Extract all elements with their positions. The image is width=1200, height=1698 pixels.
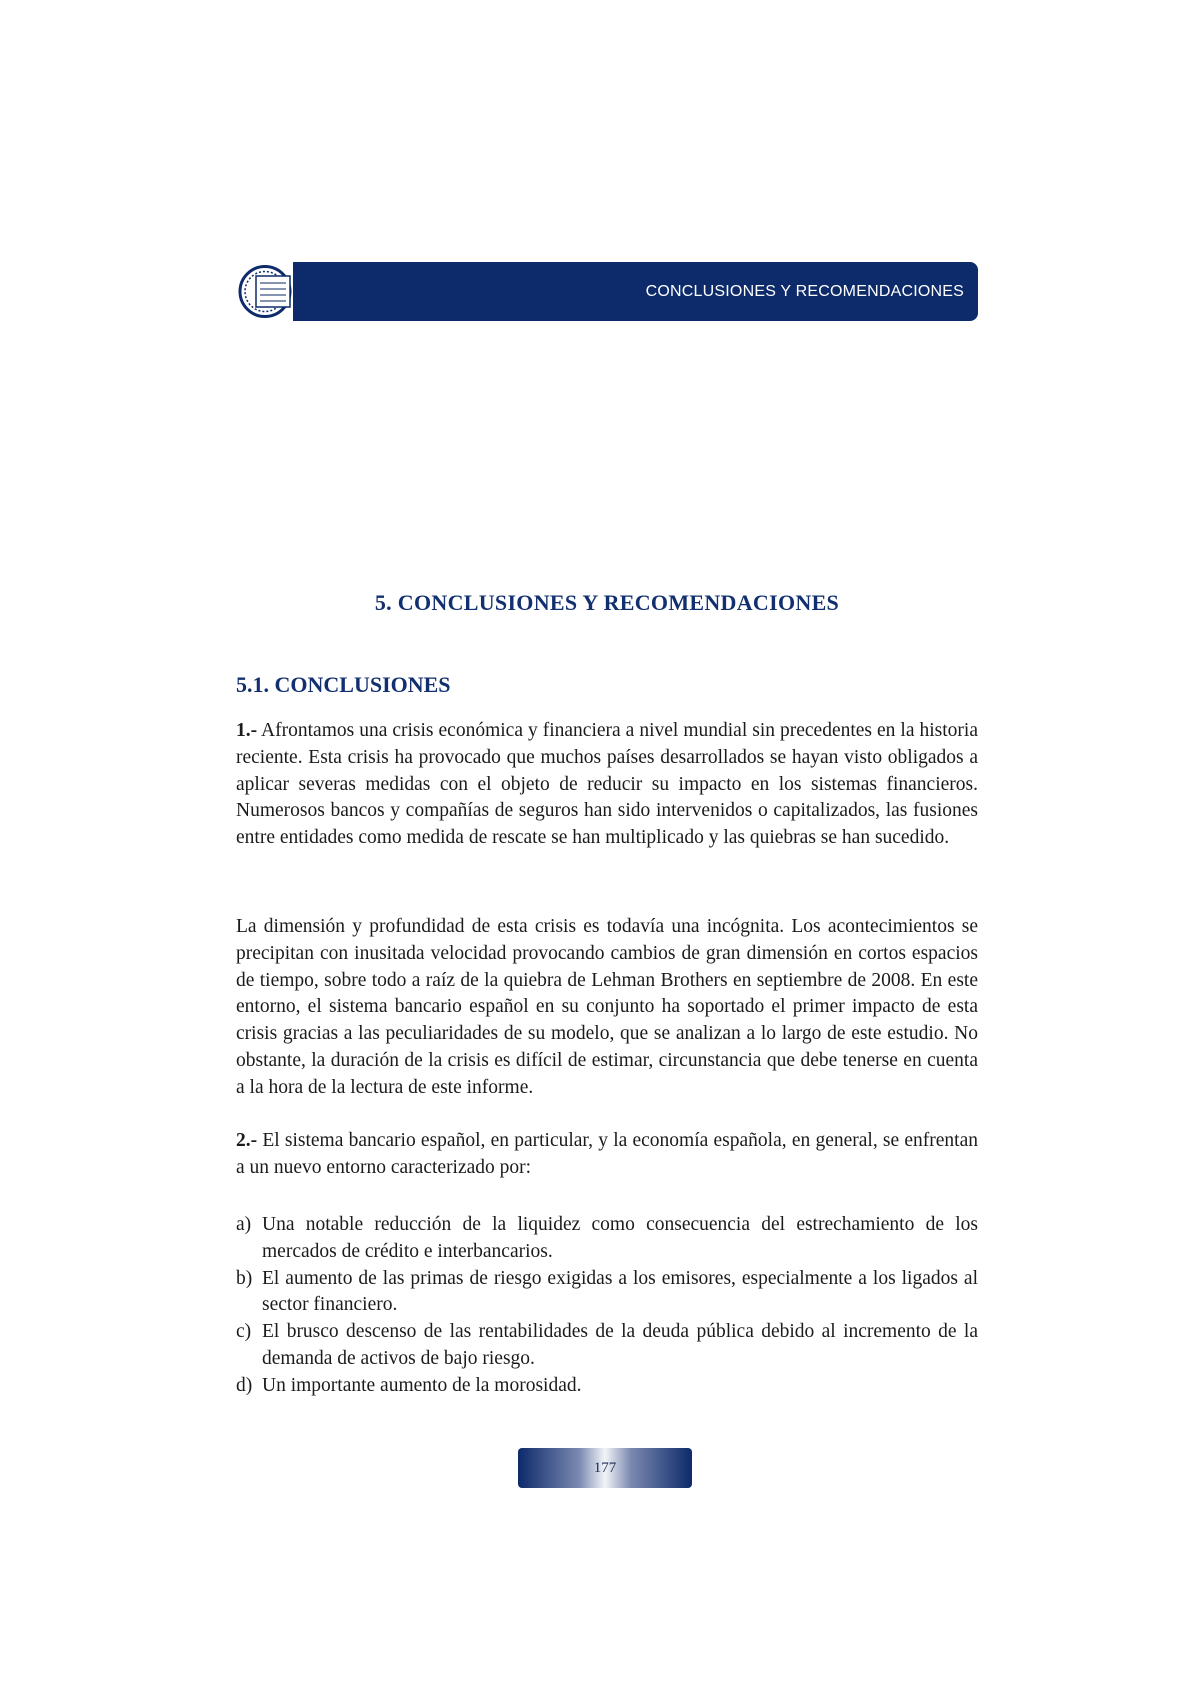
list-item-text: El brusco descenso de las rentabilidades de la deuda pública debido al incremento de la demanda de activos de bajo riesgo.: [262, 1321, 978, 1369]
running-header-title: CONCLUSIONES Y RECOMENDACIONES: [645, 283, 964, 300]
section-title: 5.1. CONCLUSIONES: [236, 672, 451, 697]
list-item: [236, 1266, 978, 1320]
paragraph-1: [236, 718, 978, 852]
page-number: 177: [518, 1448, 692, 1488]
paragraph-3: [236, 1128, 978, 1182]
list-item: [236, 1373, 978, 1400]
header-band: [236, 262, 978, 321]
paragraph-text: El sistema bancario español, en particular, y la economía española, en general, se enfrentan a un nuevo entorno caracterizado por:: [236, 1130, 978, 1178]
list-item-text: El aumento de las primas de riesgo exigidas a los emisores, especialmente a los ligados al sector financiero.: [262, 1267, 978, 1316]
list-marker: d): [236, 1374, 253, 1396]
list-item: [236, 1212, 978, 1266]
paragraph-number: 1.-: [236, 720, 258, 741]
list-marker: a): [236, 1214, 252, 1235]
paragraph-text: Afrontamos una crisis económica y financiera a nivel mundial sin precedentes en la historia reciente. Esta crisis ha provocado que muchos países desarrollados se hayan visto obligados a aplicar severas medidas con el objeto de reducir su impacto en los sistemas financieros. Numerosos bancos y compañías de seguros han sido intervenidos o capitalizados, las fusiones entre entidades como medida de rescate se han multiplicado y las quiebras se han sucedido.: [236, 720, 978, 849]
paragraph-number: 2.-: [236, 1130, 258, 1151]
chapter-title: 5. CONCLUSIONES Y RECOMENDACIONES: [374, 590, 840, 615]
list-item-text: Un importante aumento de la morosidad.: [262, 1374, 582, 1396]
conditions-list: [236, 1212, 978, 1400]
paragraph-2: La dimensión y profundidad de esta crisis es todavía una incógnita. Los acontecimientos se precipitan con inusitada velocidad provocando cambios de gran dimensión en cortos espacios de tiempo, sobre todo a raíz de la quiebra de Lehman Brothers en septiembre de 2008. En este entorno, el sistema bancario español en su conjunto ha soportado el primer impacto de esta crisis gracias a las peculiaridades de su modelo, que se analizan a lo largo de este estudio. No obstante, la duración de la crisis es difícil de estimar, circunstancia que debe tenerse en cuenta a la hora de la lectura de este informe.: [236, 916, 978, 1098]
list-marker: c): [236, 1321, 252, 1343]
list-item-text: Una notable reducción de la liquidez como consecuencia del estrechamiento de los mercados de crédito e interbancarios.: [262, 1214, 978, 1262]
list-item: [236, 1319, 978, 1373]
seal-logo-icon: [236, 262, 302, 321]
list-marker: b): [236, 1267, 253, 1289]
